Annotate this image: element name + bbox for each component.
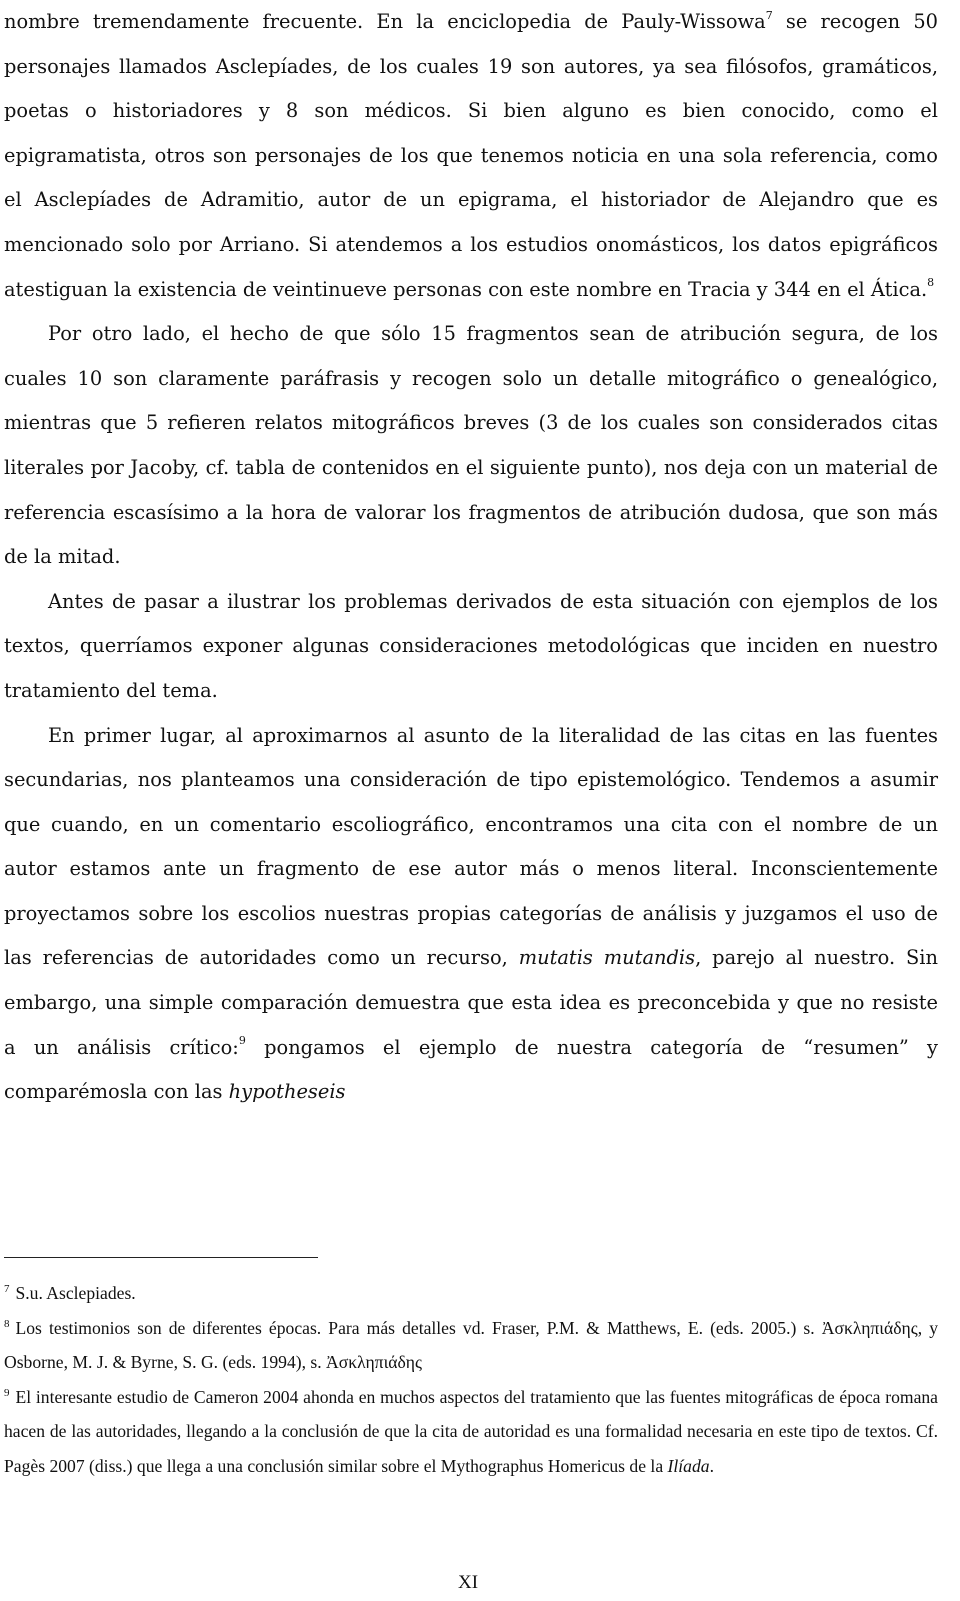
page-number: XI [457,1572,479,1593]
footnote-ref-9[interactable]: 9 [238,1034,246,1048]
footnote-7-text: S.u. Asclepiades. [15,1283,136,1303]
footnote-9-italic-iliada: Ilíada [667,1455,710,1476]
paragraph-4-text-c: pongamos el ejemplo de nuestra categoría de “resumen” y comparémosla con las [4,1035,938,1104]
paragraph-4 [4,714,938,1115]
footnote-ref-8[interactable]: 8 [927,276,935,290]
footnote-ref-7[interactable]: 7 [765,8,773,22]
italic-word-hypotheseis: hypotheseis [228,1080,346,1104]
footnote-9 [4,1380,938,1484]
footnote-7-number: 7 [4,1283,10,1296]
footnote-9-text: El interesante estudio de Cameron 2004 ahonda en muchos aspectos del tratamiento que las fuentes mitográficas de época romana hacen de las autoridades, llegando a la conclusión de que la cita de autoridad es una formalidad necesaria en este tipo de textos. Cf. Pagès 2007 (diss.) que llega a una conclusión similar sobre el Mythographus Homericus de la [4,1386,938,1476]
footnote-8-number: 8 [4,1317,10,1330]
paragraph-4-text-b: , parejo al nuestro. Sin embargo, una simple comparación demuestra que esta idea es preconcebida y que no resiste a un análisis crítico: [4,946,938,1059]
footnote-separator [4,1257,318,1258]
footnote-8 [4,1311,938,1380]
footnote-8-text: Los testimonios son de diferentes épocas. Para más detalles vd. Fraser, P.M. & Matthews, E. (eds. 2005.) s. Ἀσκληπιάδης, y Osborne, M. J. & Byrne, S. G. (eds. 1994), s. Ἀσκληπιάδης [4,1317,938,1373]
paragraph-1 [4,0,938,312]
paragraph-3: Antes de pasar a ilustrar los problemas derivados de esta situación con ejemplos de los textos, querríamos exponer algunas consideraciones metodológicas que inciden en nuestro tratamiento del tema. [4,589,938,702]
italic-phrase-mutatis-mutandis: mutatis mutandis [518,946,696,970]
paragraph-4-text-a: En primer lugar, al aproximarnos al asunto de la literalidad de las citas en las fuentes secundarias, nos planteamos una consideración de tipo epistemológico. Tendemos a asumir que cuando, en un comentario escoliográfico, encontramos una cita con el nombre de un autor estamos ante un fragmento de ese autor más o menos literal. Inconscientemente proyectamos sobre los escolios nuestras propias categorías de análisis y juzgamos el uso de las referencias de autoridades como un recurso, [4,723,938,970]
footnotes [4,1276,938,1484]
paragraph-1-text-b: se recogen 50 personajes llamados Asclepíades, de los cuales 19 son autores, ya sea filósofos, gramáticos, poetas o historiadores y 8 son médicos. Si bien alguno es bien conocido, como el epigramatista, otros son personajes de los que tenemos noticia en una sola referencia, como el Asclepíades de Adramitio, autor de un epigrama, el historiador de Alejandro que es mencionado solo por Arriano. Si atendemos a los estudios onomásticos, los datos epigráficos atestiguan la existencia de veintinueve personas con este nombre en Tracia y 344 en el Ática. [4,10,939,301]
paragraph-1-text-a: nombre tremendamente frecuente. En la enciclopedia de Pauly-Wissowa [4,10,766,33]
footnote-7 [4,1276,938,1311]
paragraph-2: Por otro lado, el hecho de que sólo 15 fragmentos sean de atribución segura, de los cuales 10 son claramente paráfrasis y recogen solo un detalle mitográfico o genealógico, mientras que 5 refieren relatos mitográficos breves (3 de los cuales son considerados citas literales por Jacoby, cf. tabla de contenidos en el siguiente punto), nos deja con un material de referencia escasísimo a la hora de valorar los fragmentos de atribución dudosa, que son más de la mitad. [4,322,938,569]
footnote-9-end: . [709,1455,714,1476]
main-text [4,0,938,1115]
footnote-9-number: 9 [4,1386,10,1399]
